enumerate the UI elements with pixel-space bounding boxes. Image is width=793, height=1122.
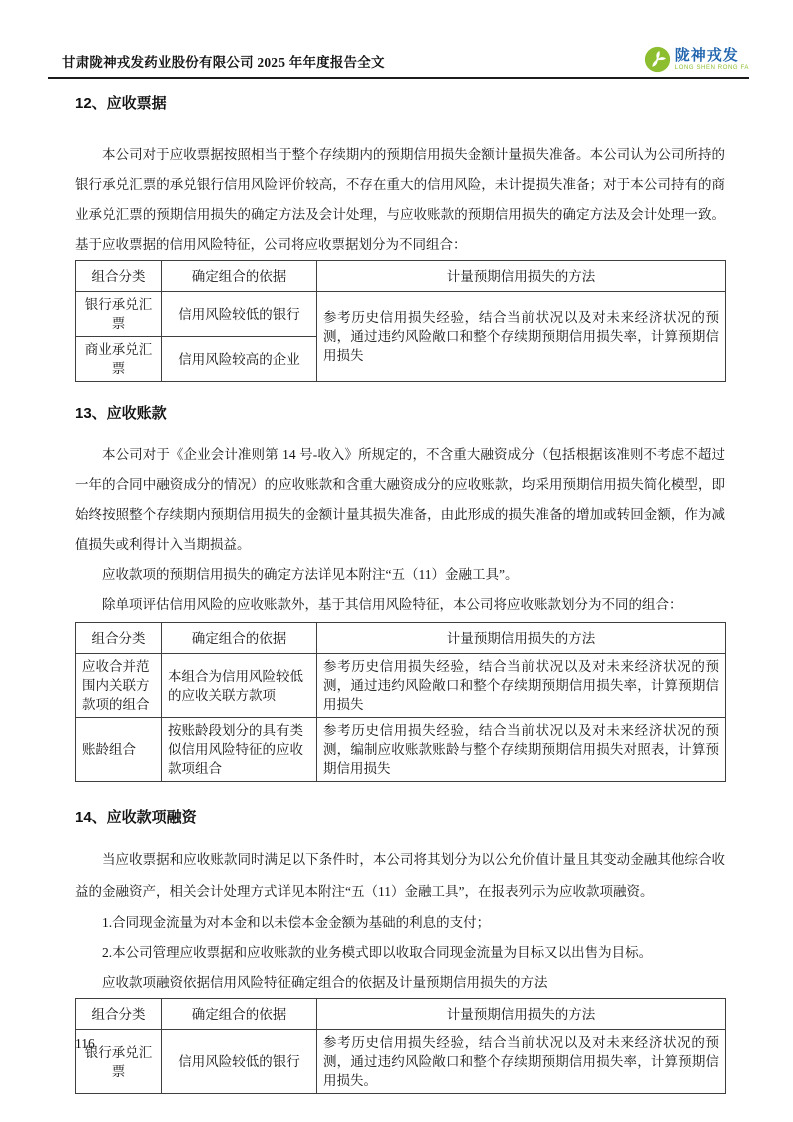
col-header-ecl-method: 计量预期信用损失的方法 [317, 261, 726, 292]
table-cell: 信用风险较低的银行 [162, 292, 317, 337]
table-cell: 参考历史信用损失经验，结合当前状况以及对未来经济状况的预测，通过违约风险敞口和整个存续期预期信用损失率，计算预期信用损失 [317, 654, 726, 718]
report-header [48, 46, 749, 79]
table-cell: 账龄组合 [76, 718, 162, 782]
table-cell-merged-method: 参考历史信用损失经验，结合当前状况以及对未来经济状况的预测，通过违约风险敞口和整个存续期预期信用损失率，计算预期信用损失 [317, 292, 726, 382]
table-cell: 应收合并范围内关联方款项的组合 [76, 654, 162, 718]
section-12-paragraph: 本公司对于应收票据按照相当于整个存续期内的预期信用损失金额计量损失准备。本公司认为公司所持的银行承兑汇票的承兑银行信用风险评价较高，不存在重大的信用风险，未计提损失准备；对于本公司持有的商业承兑汇票的预期信用损失的确定方法及会计处理，与应收账款的预期信用损失的确定方法及会计处理一致。基于应收票据的信用风险特征，公司将应收票据划分为不同组合： [75, 147, 725, 252]
table-cell: 本组合为信用风险较低的应收关联方款项 [162, 654, 317, 718]
table-cell: 信用风险较高的企业 [162, 337, 317, 382]
table-row [76, 718, 726, 782]
table-cell: 商业承兑汇票 [76, 337, 162, 382]
section-heading-13: 13、应收账款 [75, 405, 167, 422]
receivables-financing-portfolio-table [75, 998, 726, 1094]
section-13-portfolio-intro: 除单项评估信用风险的应收账款外，基于其信用风险特征，本公司将应收账款划分为不同的组合： [102, 597, 683, 612]
section-14-paragraph: 当应收票据和应收账款同时满足以下条件时，本公司将其划分为以公允价值计量且其变动金融其他综合收益的金融资产，相关会计处理方式详见本附注“五（11）金融工具”，在报表列示为应收款项融资。 [75, 852, 725, 899]
col-header-portfolio-basis: 确定组合的依据 [162, 999, 317, 1030]
table-header-row [76, 623, 726, 654]
table-cell: 按账龄段划分的具有类似信用风险特征的应收款项组合 [162, 718, 317, 782]
table-cell: 银行承兑汇票 [76, 1030, 162, 1094]
table-row [76, 292, 726, 337]
table-cell: 信用风险较低的银行 [162, 1030, 317, 1094]
logo-tagline: LONG SHEN RONG FA [674, 65, 749, 71]
logo-company-name: 陇神戎发 [674, 47, 739, 64]
col-header-portfolio-class: 组合分类 [76, 623, 162, 654]
accounts-receivable-portfolio-table [75, 622, 726, 782]
report-header-title: 甘肃陇神戎发药业股份有限公司 2025 年年度报告全文 [62, 55, 385, 70]
table-row [76, 654, 726, 718]
section-14-condition-2: 2.本公司管理应收票据和应收账款的业务模式即以收取合同现金流量为目标又以出售为目标。 [102, 945, 653, 960]
table-cell: 银行承兑汇票 [76, 292, 162, 337]
section-heading-14: 14、应收款项融资 [75, 809, 197, 826]
table-cell: 参考历史信用损失经验，结合当前状况以及对未来经济状况的预测，通过违约风险敞口和整个存续期预期信用损失率，计算预期信用损失。 [317, 1030, 726, 1094]
col-header-portfolio-class: 组合分类 [76, 999, 162, 1030]
logo-text [675, 48, 749, 71]
col-header-portfolio-basis: 确定组合的依据 [162, 261, 317, 292]
section-13-paragraph: 本公司对于《企业会计准则第 14 号-收入》所规定的，不含重大融资成分（包括根据该准则不考虑不超过一年的合同中融资成分的情况）的应收账款和含重大融资成分的应收账款，均采用预期信用损失简化模型，即始终按照整个存续期内预期信用损失的金额计量其损失准备，由此形成的损失准备的增加或转回金额，作为减值损失或利得计入当期损益。 [75, 447, 725, 552]
table-row [76, 1030, 726, 1094]
page-number: 116 [75, 1036, 95, 1051]
table-cell: 参考历史信用损失经验，结合当前状况以及对未来经济状况的预测，编制应收账款账龄与整个存续期预期信用损失对照表，计算预期信用损失 [317, 718, 726, 782]
section-13-note-reference: 应收款项的预期信用损失的确定方法详见本附注“五（11）金融工具”。 [102, 567, 519, 582]
col-header-ecl-method: 计量预期信用损失的方法 [317, 999, 726, 1030]
col-header-ecl-method: 计量预期信用损失的方法 [317, 623, 726, 654]
page-content [75, 88, 725, 1094]
table-header-row [76, 261, 726, 292]
section-14-condition-1: 1.合同现金流量为对本金和以未偿本金金额为基础的利息的支付； [102, 915, 491, 930]
logo-pinwheel-icon [644, 46, 671, 73]
section-14-table-intro: 应收款项融资依据信用风险特征确定组合的依据及计量预期信用损失的方法 [102, 975, 548, 990]
col-header-portfolio-basis: 确定组合的依据 [162, 623, 317, 654]
section-heading-12: 12、应收票据 [75, 95, 167, 112]
company-logo [644, 46, 749, 73]
notes-receivable-portfolio-table [75, 260, 726, 382]
col-header-portfolio-class: 组合分类 [76, 261, 162, 292]
table-header-row [76, 999, 726, 1030]
